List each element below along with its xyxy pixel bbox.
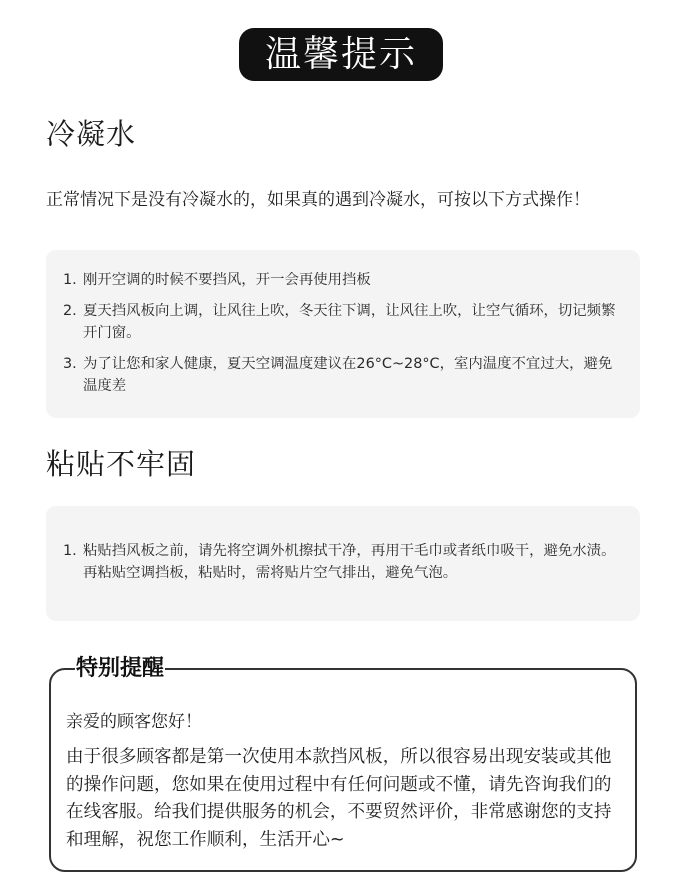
- notice-greeting: 亲爱的顾客您好！: [66, 712, 202, 732]
- notice-body: 由于很多顾客都是第一次使用本款挡风板，所以很容易出现安装或其他的操作问题，您如果在使用过程中有任何问题或不懂，请先咨询我们的在线客服。给我们提供服务的机会，不要贸然评价，非常感谢您的支持和理解，祝您工作顺利，生活开心~: [66, 747, 612, 850]
- list-item: [63, 353, 620, 397]
- list-item-number: 3.: [63, 356, 77, 372]
- list-item-text: 为了让您和家人健康，夏天空调温度建议在26°C~28°C，室内温度不宜过大，避免温度差: [83, 356, 613, 394]
- condensation-tips-box: [46, 250, 640, 418]
- list-item-text: 粘贴挡风板之前，请先将空调外机擦拭干净，再用干毛巾或者纸巾吸干，避免水渍。再粘贴空调挡板，粘贴时，需将贴片空气排出，避免气泡。: [83, 543, 616, 581]
- special-notice-box: [49, 656, 637, 872]
- page-title: 温馨提示: [239, 28, 443, 81]
- adhesion-tips-list: [63, 540, 620, 584]
- list-item-text: 刚开空调的时候不要挡风，开一会再使用挡板: [83, 272, 371, 288]
- condensation-tips-list: [63, 269, 620, 397]
- adhesion-tips-box: [46, 506, 640, 621]
- notice-title: 特别提醒: [71, 654, 169, 684]
- condensation-intro: 正常情况下是没有冷凝水的，如果真的遇到冷凝水，可按以下方式操作！: [46, 190, 590, 210]
- list-item-number: 1.: [63, 543, 77, 559]
- list-item: [63, 300, 620, 344]
- list-item-number: 2.: [63, 303, 77, 319]
- adhesion-heading: 粘贴不牢固: [46, 447, 197, 481]
- list-item: [63, 269, 620, 291]
- list-item: [63, 540, 620, 584]
- list-item-text: 夏天挡风板向上调，让风往上吹，冬天往下调，让风往上吹，让空气循环，切记频繁开门窗。: [83, 303, 616, 341]
- condensation-heading: 冷凝水: [46, 117, 137, 151]
- list-item-number: 1.: [63, 272, 77, 288]
